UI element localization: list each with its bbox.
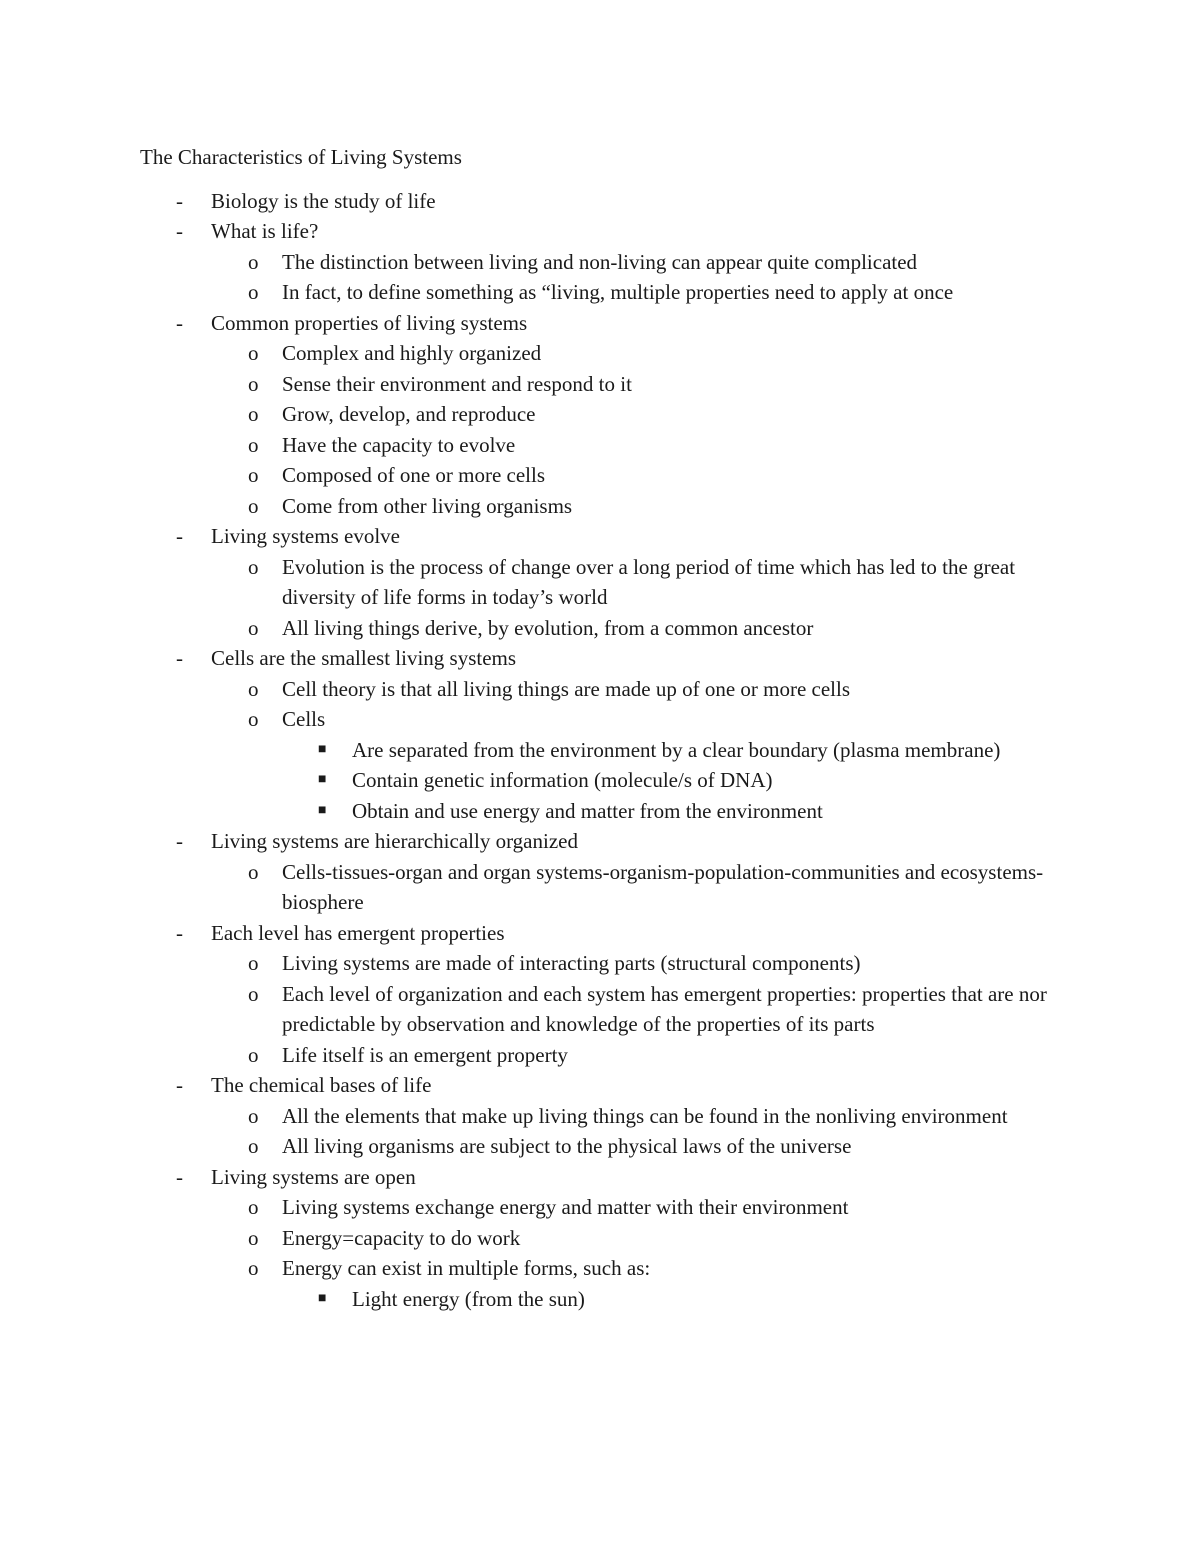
list-item-text: Biology is the study of life [211,188,436,213]
square-bullet-icon: ■ [318,772,327,787]
list-item [140,796,1070,827]
circle-bullet: o [248,463,259,487]
list-item [140,918,1070,949]
document-title: The Characteristics of Living Systems [140,145,462,169]
circle-bullet: o [248,1256,259,1280]
list-item [140,430,1070,461]
list-item [140,1040,1070,1071]
list-item [140,552,1070,613]
square-bullet-icon: ■ [318,741,327,757]
dash-bullet: - [176,524,183,548]
circle-bullet: o [248,615,259,640]
circle-bullet: o [248,676,259,701]
list-item-text: Cells [282,707,326,731]
circle-bullet: o [248,1195,259,1219]
dash-bullet: - [176,1073,183,1097]
list-item-text: Obtain and use energy and matter from the environment [352,798,823,823]
list-item-text: Energy=capacity to do work [282,1225,521,1250]
dash-bullet: - [176,188,183,213]
list-item-text: In fact, to define something as “living, multiple properties need to apply at once [282,280,954,304]
circle-bullet: o [248,1225,259,1250]
list-item-text: Life itself is an emergent property [282,1042,568,1067]
circle-bullet: o [248,371,259,396]
circle-bullet: o [248,859,259,884]
list-item [140,1131,1070,1162]
dash-bullet: - [176,310,183,335]
list-item-text: Have the capacity to evolve [282,432,516,457]
list-item [140,1284,1070,1315]
document-page [140,142,1070,1314]
circle-bullet: o [248,1042,259,1067]
circle-bullet: o [248,981,259,1006]
list-item-text: Light energy (from the sun) [352,1286,585,1311]
circle-bullet: o [248,432,259,457]
square-bullet-icon: ■ [318,1290,327,1306]
list-item [140,277,1070,308]
list-item [140,948,1070,979]
list-item-text: Energy can exist in multiple forms, such as: [282,1256,651,1280]
dash-bullet: - [176,1164,183,1189]
list-item [140,521,1070,552]
list-item [140,216,1070,247]
circle-bullet: o [248,249,259,274]
list-item-text: Contain genetic information (molecule/s of DNA) [352,768,773,792]
list-item-text: Living systems are hierarchically organized [211,829,578,853]
list-item-text: Complex and highly organized [282,341,542,365]
list-item [140,308,1070,339]
list-item-text: Each level of organization and each system has emergent properties: properties that are nor predictable by observation and knowledge of the properties of its parts [282,981,1047,1036]
list-item-text: The distinction between living and non-living can appear quite complicated [282,249,918,274]
list-item [140,979,1070,1040]
list-item [140,338,1070,369]
list-item [140,735,1070,766]
list-item [140,247,1070,278]
list-item-text: Cells are the smallest living systems [211,646,517,670]
list-item [140,643,1070,674]
list-item [140,369,1070,400]
list-item-text: Cell theory is that all living things are made up of one or more cells [282,676,851,701]
circle-bullet: o [248,554,259,579]
list-item [140,765,1070,796]
list-item [140,826,1070,857]
list-item [140,1192,1070,1223]
circle-bullet: o [248,1103,259,1128]
dash-bullet: - [176,646,183,670]
list-item-text: What is life? [211,219,319,243]
list-item [140,704,1070,735]
list-item-text: Composed of one or more cells [282,463,546,487]
circle-bullet: o [248,951,259,975]
list-item-text: Living systems are made of interacting parts (structural components) [282,951,861,975]
list-item [140,674,1070,705]
list-item-text: Living systems are open [211,1164,416,1189]
circle-bullet: o [248,707,259,731]
list-item [140,1253,1070,1284]
list-item [140,491,1070,522]
list-item-text: All living organisms are subject to the physical laws of the universe [282,1134,852,1158]
circle-bullet: o [248,402,259,426]
list-item-text: Are separated from the environment by a clear boundary (plasma membrane) [352,737,1001,762]
circle-bullet: o [248,280,259,304]
list-item-text: Come from other living organisms [282,493,573,518]
dash-bullet: - [176,920,183,945]
list-item-text: Evolution is the process of change over a long period of time which has led to the great diversity of life forms in today’s world [282,554,1016,609]
list-item-text: All the elements that make up living things can be found in the nonliving environment [282,1103,1008,1128]
dash-bullet: - [176,829,183,853]
list-item [140,1162,1070,1193]
list-item [140,399,1070,430]
circle-bullet: o [248,493,259,518]
list-item-text: Grow, develop, and reproduce [282,402,536,426]
list-item [140,1223,1070,1254]
list-item-text: Sense their environment and respond to it [282,371,632,396]
list-item [140,1101,1070,1132]
circle-bullet: o [248,341,259,365]
list-item [140,460,1070,491]
list-item [140,186,1070,217]
list-item-text: Each level has emergent properties [211,920,505,945]
circle-bullet: o [248,1134,259,1158]
list-item-text: Living systems exchange energy and matter with their environment [282,1195,849,1219]
list-item [140,857,1070,918]
list-item-text: Common properties of living systems [211,310,528,335]
list-item [140,1070,1070,1101]
list-item-text: Cells-tissues-organ and organ systems-organism-population-communities and ecosystems-biosphere [282,859,1044,914]
square-bullet-icon: ■ [318,802,327,818]
outline-list [140,186,1070,1315]
list-item-text: Living systems evolve [211,524,400,548]
list-item [140,613,1070,644]
list-item-text: The chemical bases of life [211,1073,432,1097]
list-item-text: All living things derive, by evolution, from a common ancestor [282,615,814,640]
dash-bullet: - [176,219,183,243]
